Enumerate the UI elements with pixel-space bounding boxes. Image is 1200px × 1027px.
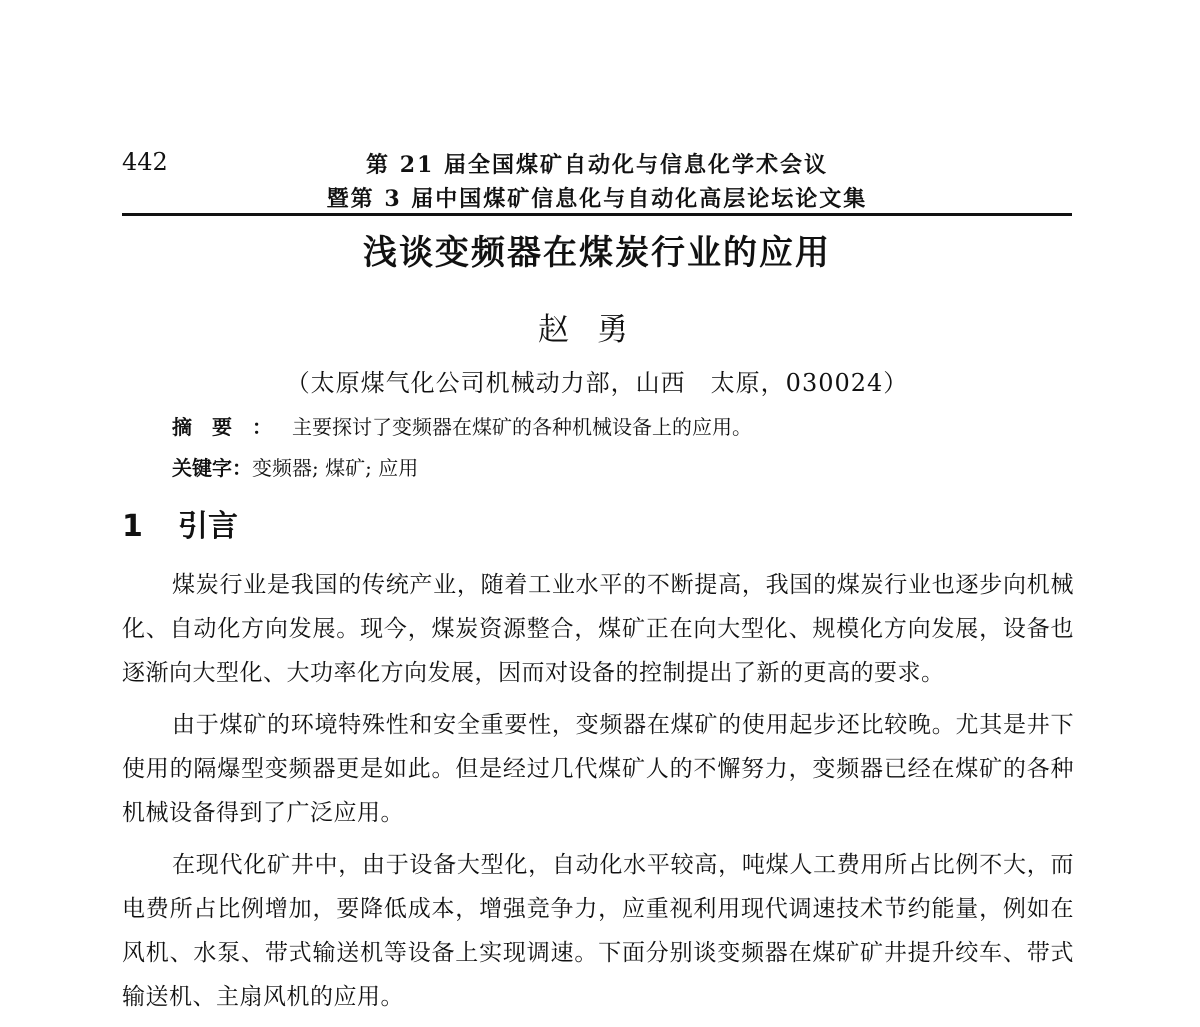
keywords-text: 变频器; 煤矿; 应用 <box>252 456 419 480</box>
abstract-text: 主要探讨了变频器在煤矿的各种机械设备上的应用。 <box>292 415 752 439</box>
page-number: 442 <box>122 148 168 176</box>
running-header-line-1: 第 21 届全国煤矿自动化与信息化学术会议 <box>366 152 828 178</box>
section-heading <box>122 505 238 549</box>
keywords-label: 关键字： <box>172 456 252 480</box>
section-body <box>122 563 1074 1027</box>
section-number: 1 <box>122 509 143 544</box>
abstract-label: 摘要： <box>172 415 292 439</box>
section-title: 引言 <box>178 509 238 544</box>
keywords <box>172 453 418 483</box>
paper-author: 赵勇 <box>538 312 656 348</box>
paragraph: 由于煤矿的环境特殊性和安全重要性，变频器在煤矿的使用起步还比较晚。尤其是井下使用的隔爆型变频器更是如此。但是经过几代煤矿人的不懈努力，变频器已经在煤矿的各种机械设备得到了广泛应用。 <box>122 712 1074 826</box>
paragraph: 煤炭行业是我国的传统产业，随着工业水平的不断提高，我国的煤炭行业也逐步向机械化、自动化方向发展。现今，煤炭资源整合，煤矿正在向大型化、规模化方向发展，设备也逐渐向大型化、大功率化方向发展，因而对设备的控制提出了新的更高的要求。 <box>122 572 1074 686</box>
abstract <box>172 412 752 442</box>
header-rule <box>122 213 1072 216</box>
running-header-line-2: 暨第 3 届中国煤矿信息化与自动化高层论坛论文集 <box>326 186 868 212</box>
paper-title: 浅谈变频器在煤炭行业的应用 <box>363 233 831 273</box>
author-affiliation: （太原煤气化公司机械动力部，山西 太原，030024） <box>285 369 909 397</box>
paragraph: 在现代化矿井中，由于设备大型化，自动化水平较高，吨煤人工费用所占比例不大，而电费所占比例增加，要降低成本，增强竞争力，应重视利用现代调速技术节约能量，例如在风机、水泵、带式输送机等设备上实现调速。下面分别谈变频器在煤矿矿井提升绞车、带式输送机、主扇风机的应用。 <box>122 852 1074 1010</box>
running-header <box>122 148 1072 216</box>
